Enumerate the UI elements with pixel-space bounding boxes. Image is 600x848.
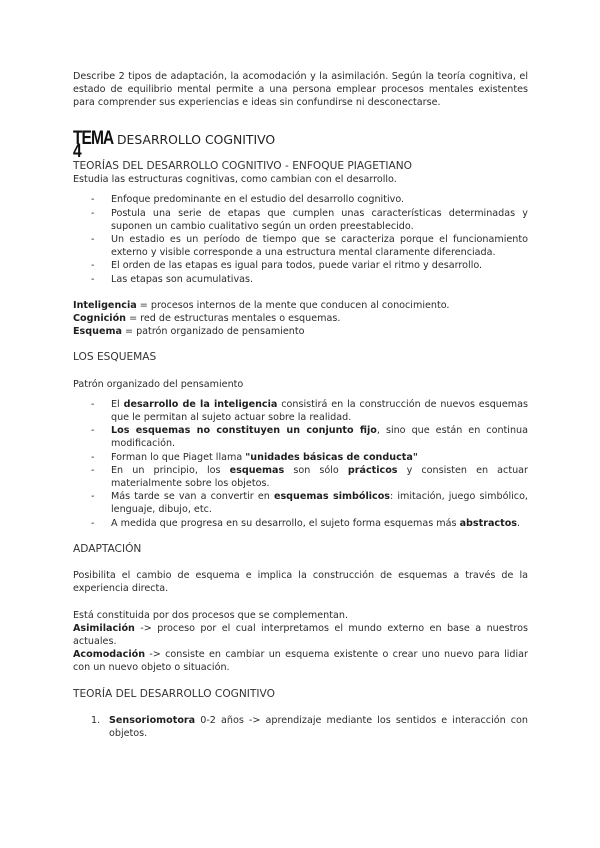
teorias-title: TEORÍAS DEL DESARROLLO COGNITIVO - ENFOQUE PIAGETIANO [73, 160, 412, 173]
teorias-subtitle: Estudia las estructuras cognitivas, como cambian con el desarrollo. [73, 174, 397, 186]
intro-paragraph: Describe 2 tipos de adaptación, la acomodación y la asimilación. Según la teoría cognitiva, el estado de equilibrio mental permite a una persona emplear procesos mentales existentes para comprender sus experiencias e ideas sin confundirse ni desconectarse. [73, 71, 528, 109]
list-item: - El orden de las etapas es igual para todos, puede variar el ritmo y desarrollo. [111, 259, 528, 272]
list-item: - Postula una serie de etapas que cumplen unas características determinadas y suponen un cambio cualitativo según un orden preestablecido. [111, 207, 528, 233]
list-item: - Forman lo que Piaget llama "unidades básicas de conducta" [111, 451, 528, 464]
list-item: - Un estadio es un período de tiempo que se caracteriza porque el funcionamiento externo y visible corresponde a una estructura mental claramente diferenciada. [111, 233, 528, 259]
list-item: 1. Sensoriomotora 0-2 años -> aprendizaje mediante los sentidos e interacción con objetos. [91, 714, 528, 739]
definition-text: = procesos internos de la mente que conducen al conocimiento. [136, 299, 450, 311]
chapter-title: DESARROLLO COGNITIVO [117, 131, 276, 147]
adaptacion-paragraph-1: Posibilita el cambio de esquema e implica la construcción de esquemas a través de la experiencia directa. [73, 570, 528, 595]
list-item: - Enfoque predominante en el estudio del desarrollo cognitivo. [111, 193, 528, 206]
definition-cognicion [73, 312, 528, 325]
item-number: 1. [91, 714, 101, 726]
chapter-number: TEMA 4 [73, 127, 113, 162]
chapter-heading [73, 127, 528, 162]
adaptacion-title: ADAPTACIÓN [73, 542, 142, 555]
document-page [73, 70, 528, 740]
definition-inteligencia [73, 299, 528, 312]
etapas-list [73, 714, 528, 740]
esquemas-title: LOS ESQUEMAS [73, 351, 157, 364]
definition-text: = patrón organizado de pensamiento [121, 326, 305, 338]
esquemas-list [73, 398, 528, 530]
asimilacion-definition: Asimilación -> proceso por el cual interpretamos el mundo externo en base a nuestros actuales. [73, 622, 528, 647]
definition-term: Cognición [73, 313, 127, 325]
definition-term: Esquema [73, 326, 122, 338]
esquemas-subtitle: Patrón organizado del pensamiento [73, 378, 244, 390]
definition-text: = red de estructuras mentales o esquemas. [126, 313, 341, 325]
list-item: - A medida que progresa en su desarrollo, el sujeto forma esquemas más abstractos. [111, 517, 528, 530]
teorias-list [73, 193, 528, 285]
list-item: - Los esquemas no constituyen un conjunto fijo, sino que están en continua modificación. [111, 424, 528, 450]
list-item: - Las etapas son acumulativas. [111, 273, 528, 286]
acomodacion-definition: Acomodación -> consiste en cambiar un esquema existente o crear uno nuevo para lidiar con un nuevo objeto o situación. [73, 649, 528, 674]
list-item: - En un principio, los esquemas son sólo prácticos y consisten en actuar materialmente sobre los objetos. [111, 464, 528, 490]
adaptacion-paragraph-2: Está constituida por dos procesos que se complementan. [73, 609, 348, 621]
teoria-title: TEORÍA DEL DESARROLLO COGNITIVO [73, 687, 275, 700]
definition-esquema [73, 325, 528, 338]
list-item: - El desarrollo de la inteligencia consistirá en la construcción de nuevos esquemas que le permitan al sujeto actuar sobre la realidad. [111, 398, 528, 424]
list-item: - Más tarde se van a convertir en esquemas simbólicos: imitación, juego simbólico, lenguaje, dibujo, etc. [111, 490, 528, 516]
definition-term: Inteligencia [73, 299, 137, 311]
